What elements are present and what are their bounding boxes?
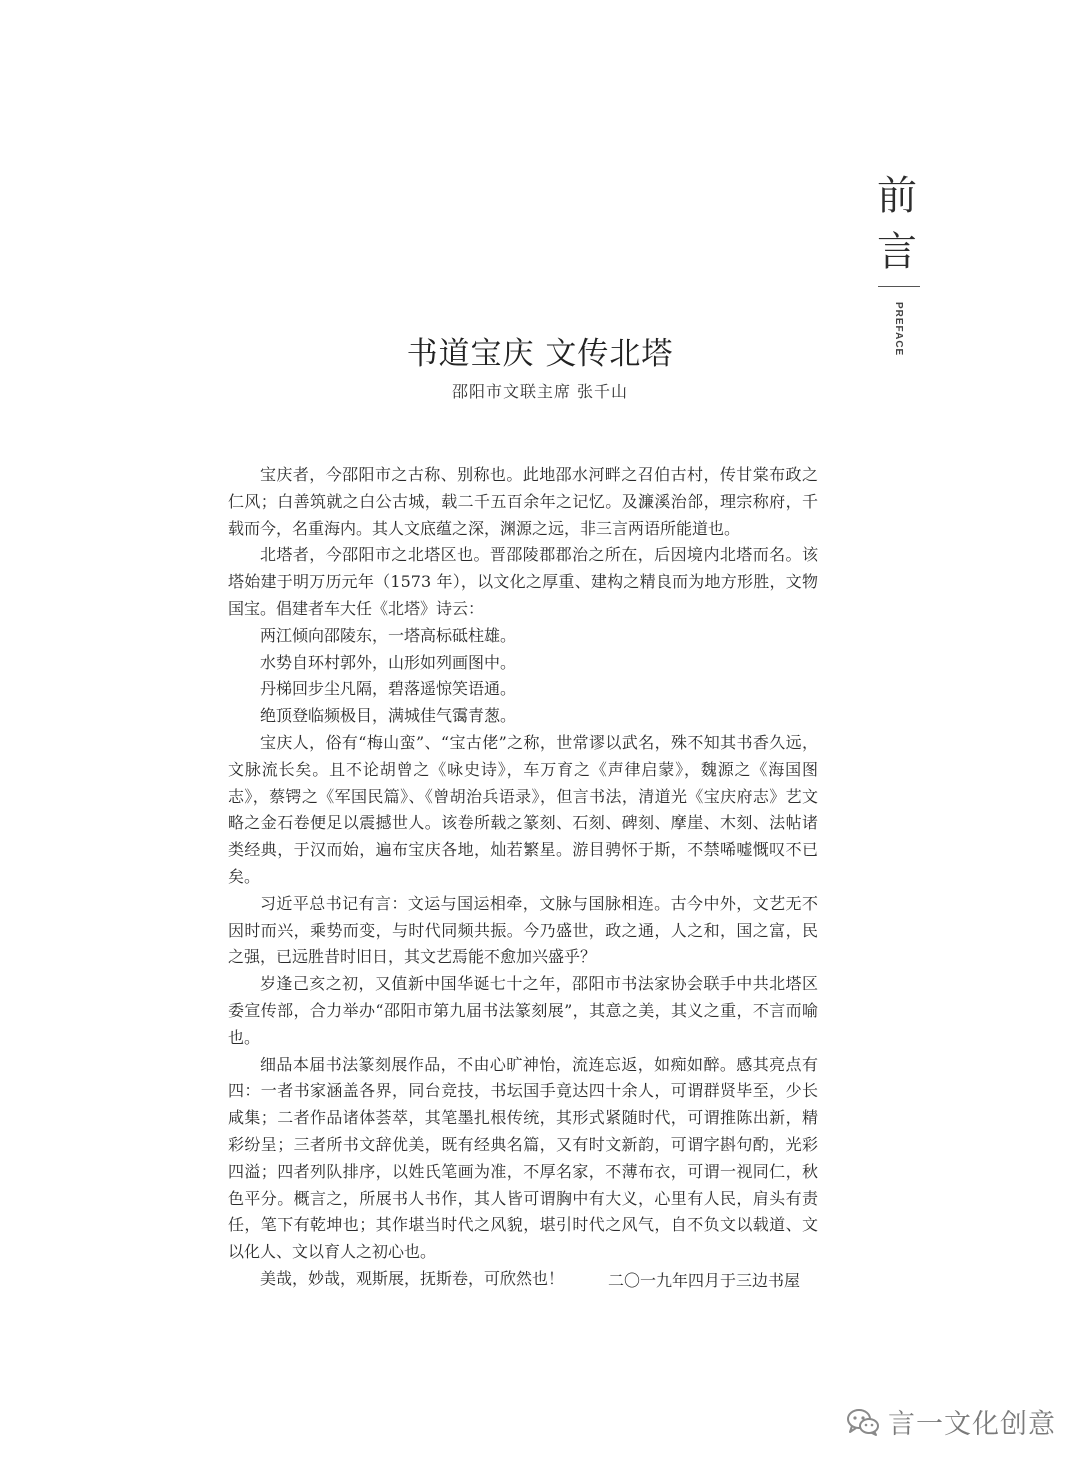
watermark-text: 言一文化创意 — [888, 1409, 1056, 1440]
poem-line-3: 丹梯回步尘凡隔，碧落遥惊笑语通。 — [260, 679, 517, 699]
page-title: 书道宝庆 文传北塔 — [406, 336, 674, 372]
paragraph-7: 美哉，妙哉，观斯展，抚斯卷，可欣然也！ — [260, 1268, 565, 1288]
side-divider — [878, 286, 920, 287]
poem-line-2: 水势自环村郭外，山形如列画图中。 — [260, 652, 517, 672]
side-heading-char-1: 前 — [877, 173, 917, 219]
wechat-icon — [846, 1407, 880, 1437]
author-line: 邵阳市文联主席 张千山 — [451, 382, 629, 401]
watermark — [846, 1402, 1056, 1441]
preface-body — [228, 462, 818, 1293]
side-heading-char-2: 言 — [877, 229, 917, 275]
paragraph-3: 宝庆人，俗有“梅山蛮”、“宝古佬”之称，世常谬以武名，殊不知其书香久远，文脉流长矣。且不论胡曾之《咏史诗》，车万育之《声律启蒙》，魏源之《海国图志》，蔡锷之《军国民篇》、《曾胡治兵语录》，但言书法，清道光《宝庆府志》艺文略之金石卷便足以震撼世人。该卷所载之篆刻、石刻、碑刻、摩崖、木刻、法帖诸类经典，于汉而始，遍布宝庆各地，灿若繁星。游目骋怀于斯，不禁唏嘘慨叹不已矣。 — [228, 732, 818, 886]
signature-date: 二〇一九年四月于三边书屋 — [607, 1271, 800, 1290]
poem-line-4: 绝顶登临频极目，满城佳气霭青葱。 — [260, 706, 517, 726]
paragraph-6: 细品本届书法篆刻展作品，不由心旷神怡，流连忘返，如痴如醉。感其亮点有四：一者书家涵盖各界，同台竞技，书坛国手竟达四十余人，可谓群贤毕至，少长咸集；二者作品诸体荟萃，其笔墨扎根传统，其形式紧随时代，可谓推陈出新，精彩纷呈；三者所书文辞优美，既有经典名篇，又有时文新韵，可谓字斟句酌，光彩四溢；四者列队排序，以姓氏笔画为准，不厚名家，不薄布衣，可谓一视同仁，秋色平分。概言之，所展书人书作，其人皆可谓胸中有大义，心里有人民，肩头有责任，笔下有乾坤也；其作堪当时代之风貌，堪引时代之风气，自不负文以载道、文以化人、文以育人之初心也。 — [228, 1054, 818, 1262]
paragraph-5: 岁逢己亥之初，又值新中国华诞七十之年，邵阳市书法家协会联手中共北塔区委宣传部，合力举办“邵阳市第九届书法篆刻展”，其意之美，其义之重，不言而喻也。 — [228, 974, 818, 1047]
paragraph-1: 宝庆者，今邵阳市之古称、别称也。此地邵水河畔之召伯古村，传甘棠布政之仁风；白善筑就之白公古城，载二千五百余年之记忆。及濂溪治郃，理宗称府，千载而今，名重海内。其人文底蕴之深，渊源之远，非三言两语所能道也。 — [228, 465, 818, 538]
side-english-label: PREFACE — [893, 302, 904, 357]
paragraph-4: 习近平总书记有言：文运与国运相牵，文脉与国脉相连。古今中外，文艺无不因时而兴，乘势而变，与时代同频共振。今乃盛世，政之通，人之和，国之富，民之强，已远胜昔时旧日，其文艺焉能不愈加兴盛乎？ — [228, 893, 818, 967]
side-heading — [874, 168, 920, 280]
paragraph-2: 北塔者，今邵阳市之北塔区也。晋邵陵郡郡治之所在，后因境内北塔而名。该塔始建于明万历元年（1573 年），以文化之厚重、建构之精良而为地方形胜，文物国宝。倡建者车大任《北塔》诗云： — [228, 545, 818, 618]
poem-line-1: 两江倾向邵陵东，一塔高标砥柱雄。 — [260, 625, 517, 645]
